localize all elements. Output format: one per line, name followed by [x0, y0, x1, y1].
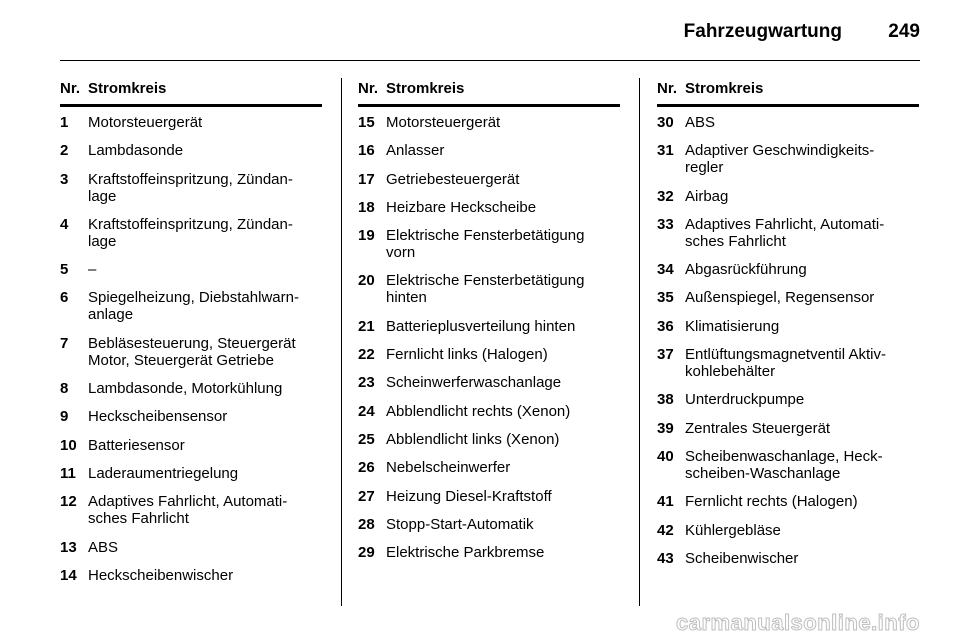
circuit-name: ABS [88, 538, 119, 556]
table-row [358, 199, 620, 216]
circuit-name: Lambdasonde, Motorkühlung [88, 380, 283, 398]
table-row [657, 188, 919, 205]
circuit-name: Bebläsesteuerung, Steuergerät Motor, Steuergerät Getriebe [88, 334, 296, 369]
fuse-number: 10 [60, 436, 77, 454]
circuit-name: Kraftstoffeinspritzung, Zündan- lage [88, 170, 293, 205]
circuit-name: Abblendlicht rechts (Xenon) [386, 402, 571, 420]
table-row [657, 216, 919, 250]
fuse-number: 37 [657, 346, 674, 364]
circuit-name: Adaptiver Geschwindigkeits- regler [685, 142, 875, 177]
table-row [358, 272, 620, 306]
table-row [657, 391, 919, 408]
table-header [358, 80, 620, 107]
table-row [60, 465, 322, 482]
circuit-name: Kraftstoffeinspritzung, Zündan- lage [88, 215, 293, 250]
fuse-number: 8 [60, 380, 69, 398]
table-row [358, 544, 620, 561]
fuse-number: 28 [358, 515, 375, 533]
circuit-name: Batteriesensor [88, 436, 185, 454]
table-row [358, 459, 620, 476]
table-row [60, 539, 322, 556]
table-row [657, 318, 919, 335]
table-row [60, 171, 322, 205]
fuse-number: 2 [60, 142, 69, 160]
circuit-name: Elektrische Parkbremse [386, 544, 545, 562]
fuse-number: 36 [657, 317, 674, 335]
circuit-name: Scheibenwischer [685, 549, 799, 567]
table-row [60, 408, 322, 425]
fuse-number: 15 [358, 114, 375, 131]
table-row [60, 216, 322, 250]
table-row [358, 318, 620, 335]
table-row [657, 114, 919, 131]
fuse-number: 17 [358, 170, 375, 188]
circuit-name: Abgasrückführung [685, 261, 807, 279]
fuse-number: 35 [657, 289, 674, 307]
table-row [657, 550, 919, 567]
circuit-name: Klimatisierung [685, 317, 780, 335]
circuit-name: Fernlicht links (Halogen) [386, 346, 548, 364]
circuit-name: Adaptives Fahrlicht, Automati- sches Fahrlicht [685, 215, 885, 250]
fuse-number: 27 [358, 487, 375, 505]
circuit-name: Außenspiegel, Regensensor [685, 289, 875, 307]
fuse-table-column-2 [358, 80, 620, 572]
header-circuit: Stromkreis [685, 80, 764, 97]
table-row [358, 346, 620, 363]
fuse-number: 38 [657, 391, 674, 409]
circuit-name: Laderaumentriegelung [88, 464, 239, 482]
header-rule [60, 60, 920, 61]
circuit-name: Nebelscheinwerfer [386, 459, 511, 477]
circuit-name: Entlüftungsmagnetventil Aktiv- kohlebehälter [685, 346, 886, 381]
fuse-number: 43 [657, 549, 674, 567]
circuit-name: Scheibenwaschanlage, Heck- scheiben-Waschanlage [685, 447, 883, 482]
table-row [60, 114, 322, 131]
fuse-number: 11 [60, 464, 76, 482]
header-nr: Nr. [60, 80, 81, 97]
fuse-number: 39 [657, 419, 674, 437]
fuse-number: 40 [657, 447, 674, 465]
fuse-number: 21 [358, 317, 375, 335]
circuit-name: Motorsteuergerät [88, 114, 203, 131]
table-row [60, 142, 322, 159]
circuit-name: Abblendlicht links (Xenon) [386, 430, 560, 448]
table-row [657, 420, 919, 437]
table-row [657, 448, 919, 482]
circuit-name: Unterdruckpumpe [685, 391, 805, 409]
table-header [657, 80, 919, 107]
circuit-name: Zentrales Steuergerät [685, 419, 831, 437]
fuse-number: 23 [358, 374, 375, 392]
page-number: 249 [888, 21, 920, 42]
fuse-number: 5 [60, 261, 69, 279]
fuse-number: 6 [60, 289, 69, 307]
fuse-number: 19 [358, 227, 375, 245]
table-row [358, 114, 620, 131]
table-row [60, 437, 322, 454]
table-row [60, 261, 322, 278]
table-row [657, 142, 919, 176]
table-row [657, 261, 919, 278]
circuit-name: – [88, 261, 97, 279]
circuit-name: Getriebesteuergerät [386, 170, 520, 188]
fuse-number: 31 [657, 142, 674, 160]
page-title: Fahrzeugwartung [683, 21, 842, 42]
fuse-number: 22 [358, 346, 375, 364]
fuse-number: 41 [657, 493, 674, 511]
circuit-name: Elektrische Fensterbetätigung hinten [386, 272, 585, 307]
circuit-name: Spiegelheizung, Diebstahlwarn- anlage [88, 289, 299, 324]
fuse-number: 18 [358, 198, 375, 216]
fuse-number: 13 [60, 538, 77, 556]
fuse-number: 32 [657, 187, 674, 205]
table-row [358, 516, 620, 533]
header-circuit: Stromkreis [88, 80, 167, 97]
table-row [60, 335, 322, 369]
fuse-number: 26 [358, 459, 375, 477]
fuse-number: 30 [657, 114, 674, 131]
circuit-name: Heckscheibensensor [88, 408, 228, 426]
table-row [657, 493, 919, 510]
circuit-name: Airbag [685, 187, 729, 205]
circuit-name: Adaptives Fahrlicht, Automati- sches Fahrlicht [88, 493, 288, 528]
circuit-name: Anlasser [386, 142, 445, 160]
fuse-table-column-1 [60, 80, 322, 595]
fuse-number: 3 [60, 170, 69, 188]
fuse-number: 9 [60, 408, 69, 426]
table-row [657, 346, 919, 380]
fuse-number: 7 [60, 334, 69, 352]
table-row [60, 289, 322, 323]
circuit-name: Motorsteuergerät [386, 114, 501, 131]
fuse-number: 42 [657, 521, 674, 539]
circuit-name: Lambdasonde [88, 142, 184, 160]
circuit-name: ABS [685, 114, 716, 131]
header-circuit: Stromkreis [386, 80, 465, 97]
table-row [60, 493, 322, 527]
table-row [657, 522, 919, 539]
fuse-number: 24 [358, 402, 375, 420]
table-row [358, 171, 620, 188]
page-header [0, 0, 960, 60]
table-row [358, 374, 620, 391]
fuse-number: 29 [358, 544, 375, 562]
circuit-name: Batterieplusverteilung hinten [386, 317, 576, 335]
column-divider [639, 78, 640, 606]
table-row [358, 142, 620, 159]
fuse-number: 16 [358, 142, 375, 160]
circuit-name: Stopp-Start-Automatik [386, 515, 534, 533]
circuit-name: Heckscheibenwischer [88, 566, 234, 584]
table-row [358, 227, 620, 261]
circuit-name: Elektrische Fensterbetätigung vorn [386, 227, 585, 262]
fuse-number: 34 [657, 261, 674, 279]
table-row [60, 380, 322, 397]
circuit-name: Kühlergebläse [685, 521, 781, 539]
fuse-number: 20 [358, 272, 375, 290]
circuit-name: Fernlicht rechts (Halogen) [685, 493, 858, 511]
circuit-name: Heizung Diesel-Kraftstoff [386, 487, 552, 505]
table-row [358, 403, 620, 420]
column-divider [341, 78, 342, 606]
table-header [60, 80, 322, 107]
circuit-name: Scheinwerferwaschanlage [386, 374, 562, 392]
fuse-number: 4 [60, 215, 69, 233]
fuse-number: 14 [60, 566, 77, 584]
fuse-number: 1 [60, 114, 69, 131]
fuse-number: 12 [60, 493, 77, 511]
table-row [657, 289, 919, 306]
fuse-number: 33 [657, 215, 674, 233]
circuit-name: Heizbare Heckscheibe [386, 198, 537, 216]
header-nr: Nr. [358, 80, 379, 97]
watermark: carmanualsonline.info [676, 610, 920, 635]
header-nr: Nr. [657, 80, 678, 97]
table-row [358, 431, 620, 448]
table-row [358, 488, 620, 505]
fuse-number: 25 [358, 430, 375, 448]
fuse-table-column-3 [657, 80, 919, 578]
table-row [60, 567, 322, 584]
